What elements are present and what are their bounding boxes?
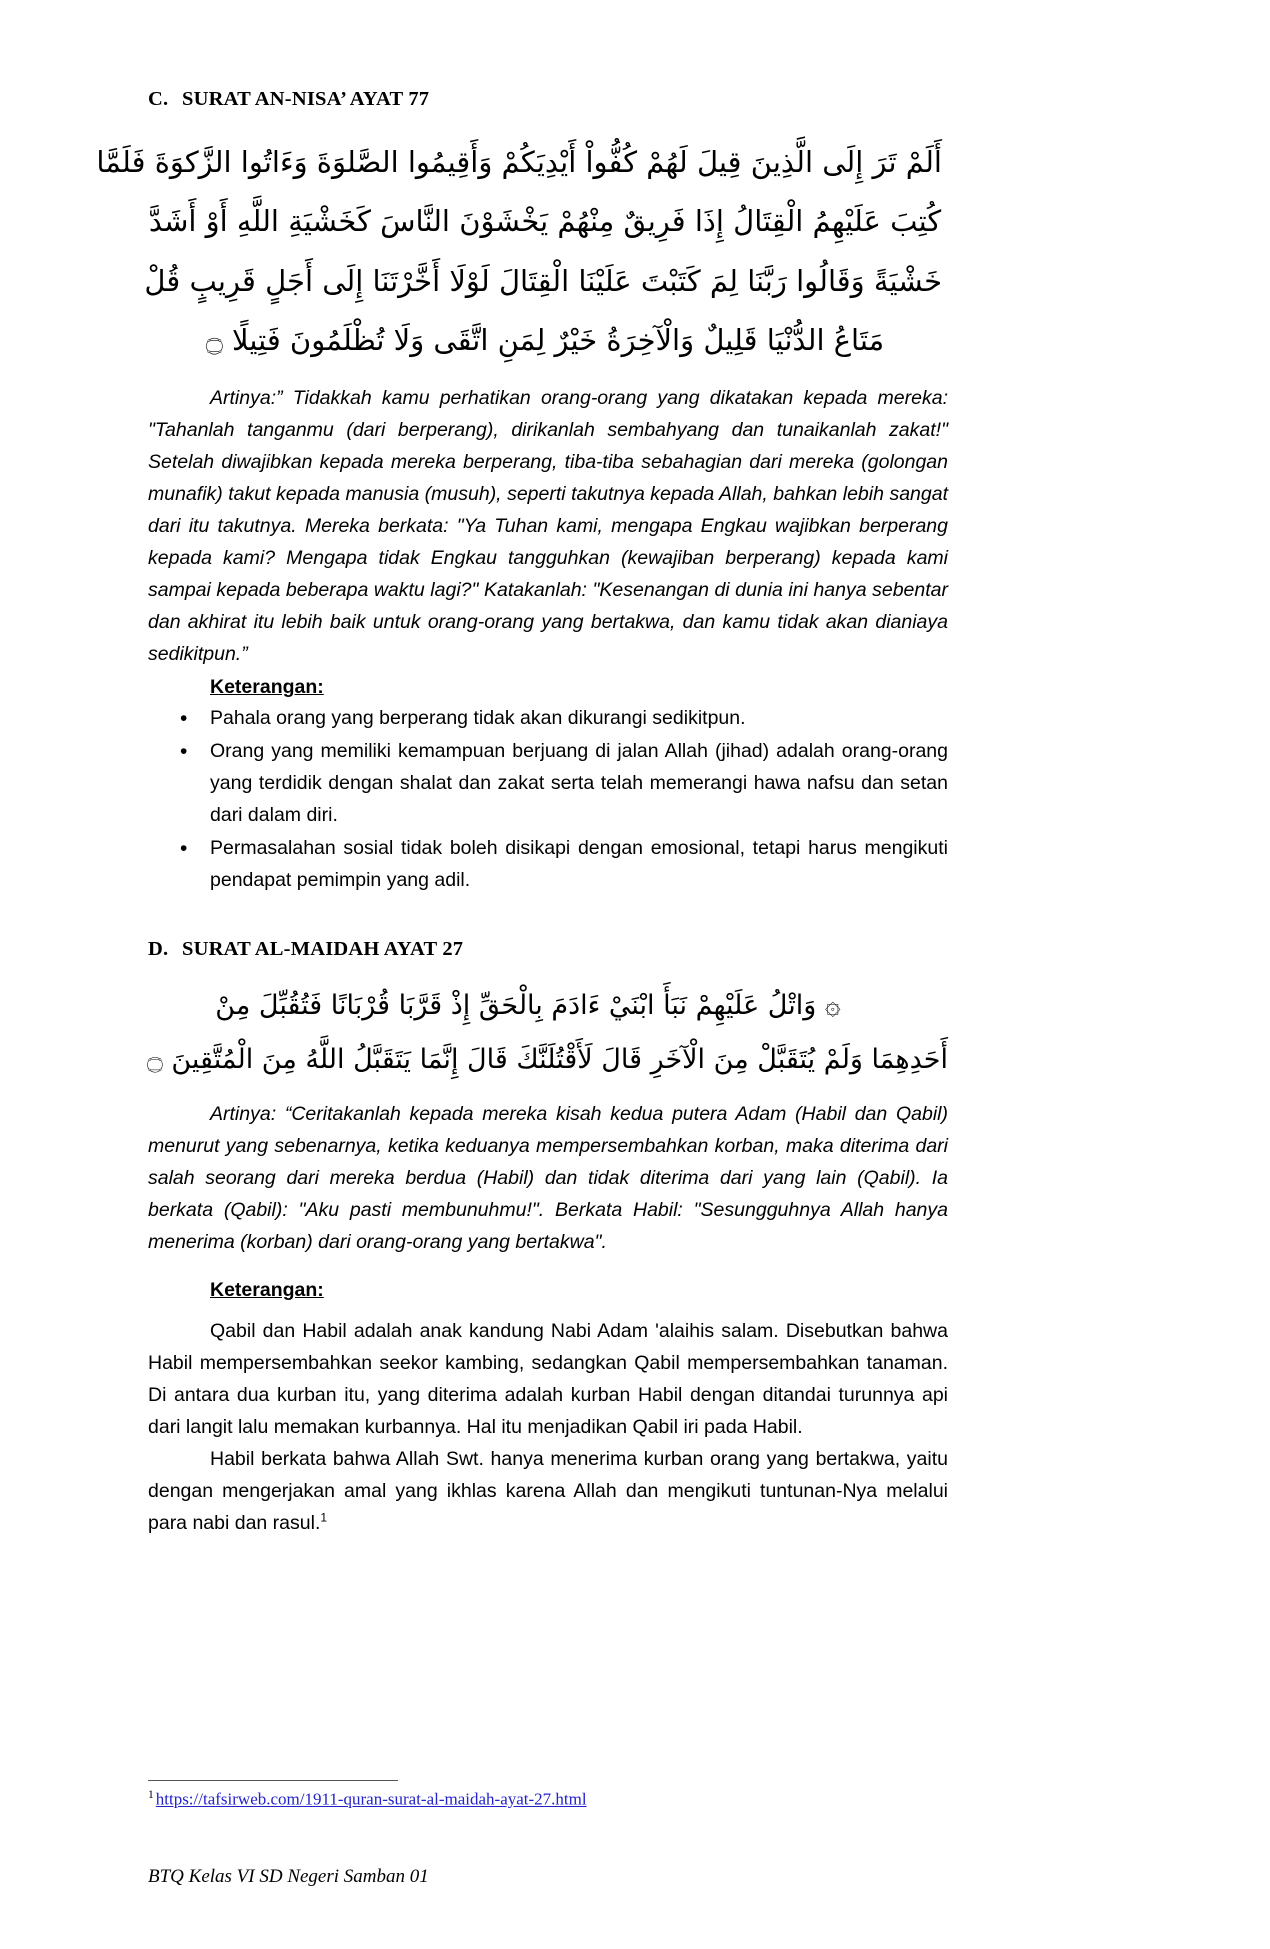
keterangan-paragraph-2-text: Habil berkata bahwa Allah Swt. hanya menerima kurban orang yang bertakwa, yaitu dengan mengerjakan amal yang ikhlas karena Allah dan mengikuti tuntunan-Nya melalui para nabi dan rasul. <box>148 1448 948 1534</box>
translation-an-nisa: Artinya:” Tidakkah kamu perhatikan orang-orang yang dikatakan kepada mereka: "Tahanlah tanganmu (dari berperang), dirikanlah sembahyang dan tunaikanlah zakat!" Setelah diwajibkan kepada mereka berperang, tiba-tiba sebahagian dari mereka (golongan munafik) takut kepada manusia (musuh), seperti takutnya kepada Allah, bahkan lebih sangat dari itu takutnya. Mereka berkata: "Ya Tuhan kami, mengapa Engkau wajibkan berperang kepada kami? Mengapa tidak Engkau tangguhkan (kewajiban berperang) kepada kami sampai kepada beberapa waktu lagi?" Katakanlah: "Kesenangan di dunia ini hanya sebentar dan akhirat itu lebih baik untuk orang-orang yang bertakwa, dan kamu tidak akan dianiaya sedikitpun.” <box>148 386 948 665</box>
spacer <box>148 1302 948 1316</box>
footnote-url-link[interactable]: https://tafsirweb.com/1911-quran-surat-al-maidah-ayat-27.html <box>155 1789 587 1809</box>
footnote-area <box>148 1780 948 1810</box>
footnote-reference: 1 <box>320 1510 328 1525</box>
arabic-line: خَشْيَةً وَقَالُوا رَبَّنَا لِمَ كَتَبْتَ عَلَيْنَا الْقِتَالَ لَوْلَا أَخَّرْتَنَا إِلَى أَجَلٍ قَرِيبٍ قُلْ <box>144 263 942 298</box>
section-title: SURAT AN-NISA’ AYAT 77 <box>182 88 430 110</box>
section-letter: C. <box>148 88 169 110</box>
translation-al-maidah: Artinya: “Ceritakanlah kepada mereka kisah kedua putera Adam (Habil dan Qabil) menurut yang sebenarnya, ketika keduanya mempersembahkan korban, maka diterima dari salah seorang dari mereka berdua (Habil) dan tidak diterima dari yang lain (Qabil). Ia berkata (Qabil): "Aku pasti membunuhmu!". Berkata Habil: "Sesungguhnya Allah hanya menerima (korban) dari orang-orang yang bertakwa". <box>148 1103 948 1254</box>
list-item: • Pahala orang yang berperang tidak akan dikurangi sedikitpun. <box>148 703 948 735</box>
keterangan-paragraph-2 <box>148 1444 948 1540</box>
list-item: • Orang yang memiliki kemampuan berjuang di jalan Allah (jihad) adalah orang-orang yang terdidik dengan shalat dan zakat serta telah memerangi hawa nafsu dan setan dari dalam diri. <box>148 736 948 832</box>
keterangan-list-an-nisa <box>148 703 948 897</box>
page-footer: BTQ Kelas VI SD Negeri Samban 01 <box>148 1866 429 1887</box>
keterangan-paragraph-1: Qabil dan Habil adalah anak kandung Nabi Adam 'alaihis salam. Disebutkan bahwa Habil mempersembahkan seekor kambing, sedangkan Qabil mempersembahkan tanaman. Di antara dua kurban itu, yang diterima adalah kurban Habil dengan ditandai turunnya api dari langit lalu memakan kurbannya. Hal itu menjadikan Qabil iri pada Habil. <box>148 1320 948 1439</box>
section-spacer <box>148 898 948 938</box>
arabic-line: ۞ وَاتْلُ عَلَيْهِمْ نَبَأَ ابْنَيْ ءَادَمَ بِالْحَقِّ إِذْ قَرَّبَا قُرْبَانًا فَتُقُبِّلَ مِنْ <box>215 990 841 1022</box>
arabic-line: مَتَاعُ الدُّنْيَا قَلِيلٌ وَالْآخِرَةُ خَيْرٌ لِمَنِ اتَّقَى وَلَا تُظْلَمُونَ فَتِيلًا ۝ <box>205 323 885 358</box>
list-item: • Permasalahan sosial tidak boleh disikapi dengan emosional, tetapi harus mengikuti pendapat pemimpin yang adil. <box>148 833 948 897</box>
footnote-separator <box>148 1780 398 1781</box>
arabic-line: أَلَمْ تَرَ إِلَى الَّذِينَ قِيلَ لَهُمْ كُفُّواْ أَيْدِيَكُمْ وَأَقِيمُوا الصَّلوَةَ وَءَاتُوا الزَّكوَةَ فَلَمَّا <box>96 145 942 179</box>
arabic-line: أَحَدِهِمَا وَلَمْ يُتَقَبَّلْ مِنَ الْآخَرِ قَالَ لَأَقْتُلَنَّكَ قَالَ إِنَّمَا يَتَقَبَّلُ اللَّهُ مِنَ الْمُتَّقِينَ ۝ <box>146 1044 948 1076</box>
keterangan-label-al-maidah: Keterangan: <box>210 1279 324 1302</box>
arabic-verse-an-nisa <box>96 133 948 371</box>
footnote-entry <box>148 1789 948 1810</box>
section-heading-an-nisa <box>148 88 948 111</box>
section-letter: D. <box>148 938 169 961</box>
arabic-verse-al-maidah <box>148 979 948 1087</box>
arabic-line: كُتِبَ عَلَيْهِمُ الْقِتَالُ إِذَا فَرِيقٌ مِنْهُمْ يَخْشَوْنَ النَّاسَ كَخَشْيَةِ اللَّهِ أَوْ أَشَدَّ <box>148 204 942 239</box>
keterangan-label-an-nisa: Keterangan: <box>210 676 324 699</box>
section-heading-al-maidah <box>148 938 948 961</box>
section-title: SURAT AL-MAIDAH AYAT 27 <box>182 938 464 961</box>
page-content <box>96 88 948 1540</box>
footnote-marker: 1 <box>148 1789 154 1801</box>
spacer <box>148 1259 948 1273</box>
